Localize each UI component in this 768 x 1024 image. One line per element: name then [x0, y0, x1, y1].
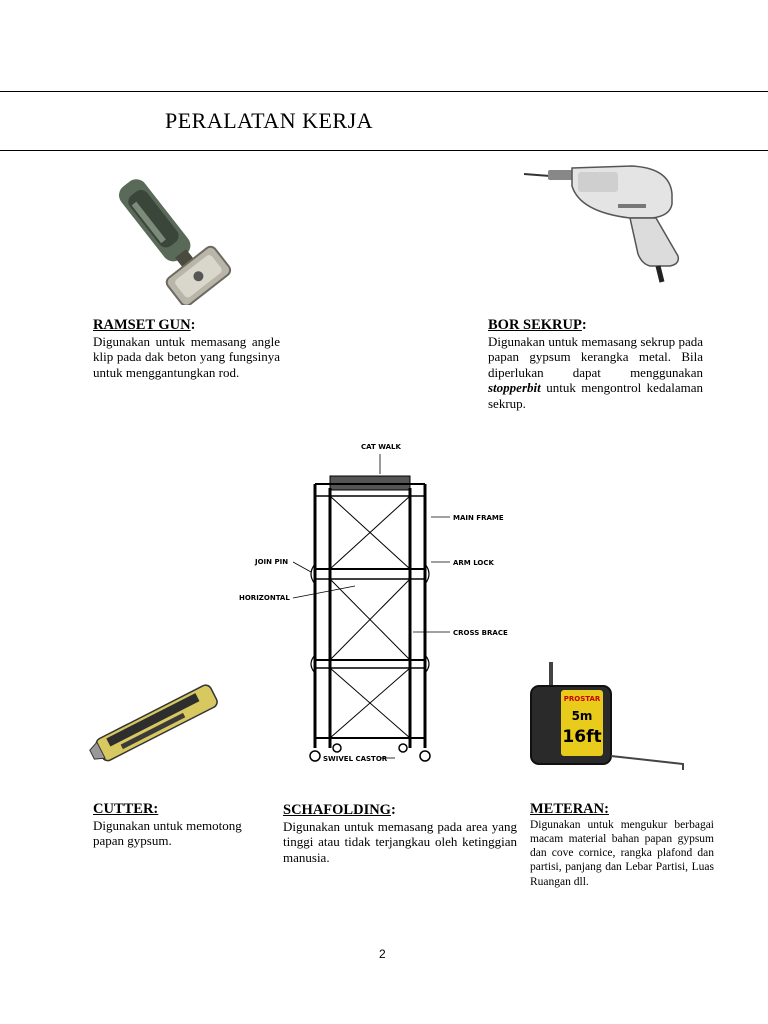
cutter-description: Digunakan untuk memotong papan gypsum.	[93, 817, 242, 849]
meteran-section	[530, 802, 714, 889]
page-title: PERALATAN KERJA	[165, 108, 374, 133]
cutter-image	[84, 682, 224, 762]
stopperbit-emphasis: stopperbit	[488, 380, 541, 396]
ramset-gun-image	[100, 160, 235, 305]
label-cat-walk: CAT WALK	[361, 443, 401, 451]
ramset-gun-description: Digunakan untuk memasang angle klip pada dak beton yang fungsinya untuk menggantungkan rod.	[93, 333, 280, 380]
cutter-section	[93, 802, 263, 849]
label-join-pin: JOIN PIN	[255, 558, 289, 566]
ramset-gun-section: RAMSET GUN: Digunakan untuk memasang angle klip pada dak beton yang fungsinya untuk menggantungkan rod.	[93, 317, 280, 380]
label-cross-brace: CROSS BRACE	[453, 629, 508, 637]
bor-sekrup-section: BOR SEKRUP: Digunakan untuk memasang sekrup pada papan gypsum kerangka metal. Bila diperlukan dapat menggunakan stopperbit untuk mengontrol kedalaman sekrup.	[488, 317, 703, 411]
screw-drill-image	[520, 160, 690, 285]
scaffolding-heading: SCHAFOLDING	[283, 802, 391, 818]
ramset-gun-heading: RAMSET GUN	[93, 317, 191, 333]
cutter-heading: CUTTER:	[93, 801, 159, 817]
bor-sekrup-heading: BOR SEKRUP	[488, 317, 582, 333]
scaffolding-description: Digunakan untuk memasang pada area yang tinggi atau tidak terjangkau oleh ketinggian manusia.	[283, 818, 517, 865]
scaffolding-section: SCHAFOLDING: Digunakan untuk memasang pada area yang tinggi atau tidak terjangkau oleh ketinggian manusia.	[283, 802, 517, 865]
meteran-heading: METERAN:	[530, 801, 609, 817]
meteran-description: Digunakan untuk mengukur berbagai macam material bahan papan gypsum dan cove cornice, rangka plafond dan partisi, panjang dan Lebar Partisi, Luas Ruangan dll.	[530, 818, 714, 888]
label-arm-lock: ARM LOCK	[453, 559, 494, 567]
tape-size-ft: 16ft	[562, 727, 602, 747]
title-rule	[0, 150, 768, 151]
tape-measure-image	[525, 660, 690, 775]
page-number: 2	[379, 947, 386, 961]
bor-sekrup-description: Digunakan untuk memasang sekrup pada papan gypsum kerangka metal. Bila diperlukan dapat menggunakan stopperbit untuk mengontrol kedalaman sekrup.	[488, 333, 703, 411]
label-swivel-castor: SWIVEL CASTOR	[323, 755, 388, 763]
tape-size-m: 5m	[571, 709, 593, 723]
tape-brand: PROSTAR	[563, 695, 601, 703]
label-horizontal: HORIZONTAL	[239, 594, 290, 602]
scaffolding-diagram	[235, 436, 525, 771]
label-main-frame: MAIN FRAME	[453, 514, 504, 522]
top-rule	[0, 91, 768, 92]
